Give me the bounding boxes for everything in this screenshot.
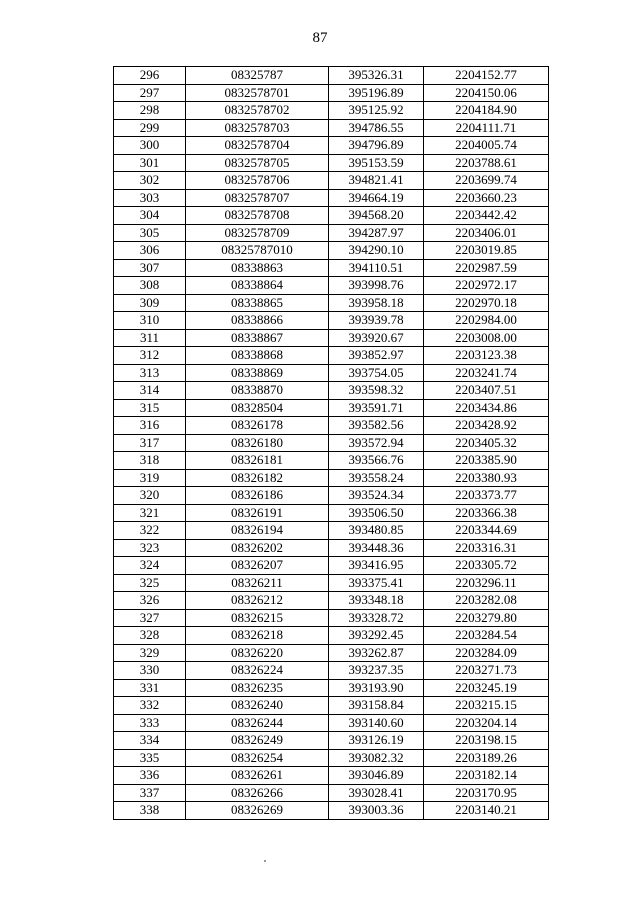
x-coordinate-cell: 393852.97	[329, 347, 424, 365]
table-row	[114, 294, 549, 312]
row-index-cell: 303	[114, 189, 186, 207]
y-coordinate-cell: 2203204.14	[424, 714, 549, 732]
y-coordinate-cell: 2203699.74	[424, 172, 549, 190]
table-row	[114, 67, 549, 85]
y-coordinate-cell: 2203373.77	[424, 487, 549, 505]
row-index-cell: 326	[114, 592, 186, 610]
point-id-cell: 08326269	[186, 802, 329, 820]
x-coordinate-cell: 394110.51	[329, 259, 424, 277]
row-index-cell: 320	[114, 487, 186, 505]
x-coordinate-cell: 393328.72	[329, 609, 424, 627]
point-id-cell: 08326202	[186, 539, 329, 557]
x-coordinate-cell: 395326.31	[329, 67, 424, 85]
x-coordinate-cell: 393591.71	[329, 399, 424, 417]
row-index-cell: 296	[114, 67, 186, 85]
table-row	[114, 364, 549, 382]
table-row	[114, 189, 549, 207]
y-coordinate-cell: 2203245.19	[424, 679, 549, 697]
table-row	[114, 732, 549, 750]
x-coordinate-cell: 393126.19	[329, 732, 424, 750]
point-id-cell: 0832578709	[186, 224, 329, 242]
y-coordinate-cell: 2203296.11	[424, 574, 549, 592]
x-coordinate-cell: 393003.36	[329, 802, 424, 820]
table-row	[114, 277, 549, 295]
point-id-cell: 08328504	[186, 399, 329, 417]
row-index-cell: 325	[114, 574, 186, 592]
point-id-cell: 08326182	[186, 469, 329, 487]
x-coordinate-cell: 393082.32	[329, 749, 424, 767]
x-coordinate-cell: 395153.59	[329, 154, 424, 172]
y-coordinate-cell: 2203660.23	[424, 189, 549, 207]
table-row	[114, 469, 549, 487]
y-coordinate-cell: 2203406.01	[424, 224, 549, 242]
row-index-cell: 315	[114, 399, 186, 417]
y-coordinate-cell: 2204184.90	[424, 102, 549, 120]
row-index-cell: 329	[114, 644, 186, 662]
table-body	[114, 67, 549, 820]
table-row	[114, 609, 549, 627]
table-row	[114, 452, 549, 470]
y-coordinate-cell: 2203434.86	[424, 399, 549, 417]
x-coordinate-cell: 393158.84	[329, 697, 424, 715]
row-index-cell: 322	[114, 522, 186, 540]
point-id-cell: 0832578707	[186, 189, 329, 207]
table-row	[114, 504, 549, 522]
point-id-cell: 08326186	[186, 487, 329, 505]
row-index-cell: 324	[114, 557, 186, 575]
point-id-cell: 08326207	[186, 557, 329, 575]
x-coordinate-cell: 393524.34	[329, 487, 424, 505]
point-id-cell: 08326240	[186, 697, 329, 715]
point-id-cell: 08326211	[186, 574, 329, 592]
point-id-cell: 08326261	[186, 767, 329, 785]
x-coordinate-cell: 393958.18	[329, 294, 424, 312]
row-index-cell: 300	[114, 137, 186, 155]
point-id-cell: 08326249	[186, 732, 329, 750]
table-row	[114, 679, 549, 697]
y-coordinate-cell: 2203405.32	[424, 434, 549, 452]
point-id-cell: 08326180	[186, 434, 329, 452]
y-coordinate-cell: 2204150.06	[424, 84, 549, 102]
row-index-cell: 302	[114, 172, 186, 190]
row-index-cell: 301	[114, 154, 186, 172]
table-row	[114, 557, 549, 575]
table-row	[114, 347, 549, 365]
table-row	[114, 592, 549, 610]
y-coordinate-cell: 2203407.51	[424, 382, 549, 400]
point-id-cell: 0832578703	[186, 119, 329, 137]
point-id-cell: 08326191	[186, 504, 329, 522]
table-row	[114, 784, 549, 802]
x-coordinate-cell: 395125.92	[329, 102, 424, 120]
point-id-cell: 08338869	[186, 364, 329, 382]
y-coordinate-cell: 2203019.85	[424, 242, 549, 260]
x-coordinate-cell: 393754.05	[329, 364, 424, 382]
table-row	[114, 329, 549, 347]
row-index-cell: 336	[114, 767, 186, 785]
row-index-cell: 306	[114, 242, 186, 260]
point-id-cell: 08326181	[186, 452, 329, 470]
point-id-cell: 08326218	[186, 627, 329, 645]
row-index-cell: 334	[114, 732, 186, 750]
y-coordinate-cell: 2204152.77	[424, 67, 549, 85]
y-coordinate-cell: 2203305.72	[424, 557, 549, 575]
x-coordinate-cell: 393920.67	[329, 329, 424, 347]
x-coordinate-cell: 393558.24	[329, 469, 424, 487]
x-coordinate-cell: 393448.36	[329, 539, 424, 557]
y-coordinate-cell: 2203008.00	[424, 329, 549, 347]
y-coordinate-cell: 2203344.69	[424, 522, 549, 540]
row-index-cell: 319	[114, 469, 186, 487]
table-row	[114, 207, 549, 225]
table-row	[114, 714, 549, 732]
table-row	[114, 767, 549, 785]
x-coordinate-cell: 393046.89	[329, 767, 424, 785]
table-row	[114, 259, 549, 277]
x-coordinate-cell: 393506.50	[329, 504, 424, 522]
row-index-cell: 330	[114, 662, 186, 680]
row-index-cell: 310	[114, 312, 186, 330]
point-id-cell: 08325787010	[186, 242, 329, 260]
x-coordinate-cell: 393998.76	[329, 277, 424, 295]
table-row	[114, 574, 549, 592]
table-row	[114, 172, 549, 190]
table-row	[114, 242, 549, 260]
y-coordinate-cell: 2203123.38	[424, 347, 549, 365]
row-index-cell: 316	[114, 417, 186, 435]
row-index-cell: 308	[114, 277, 186, 295]
row-index-cell: 304	[114, 207, 186, 225]
table-row	[114, 697, 549, 715]
y-coordinate-cell: 2203215.15	[424, 697, 549, 715]
table-row	[114, 522, 549, 540]
point-id-cell: 08326224	[186, 662, 329, 680]
table-row	[114, 487, 549, 505]
x-coordinate-cell: 393193.90	[329, 679, 424, 697]
table-row	[114, 154, 549, 172]
point-id-cell: 08338870	[186, 382, 329, 400]
x-coordinate-cell: 394786.55	[329, 119, 424, 137]
y-coordinate-cell: 2203442.42	[424, 207, 549, 225]
point-id-cell: 08326215	[186, 609, 329, 627]
table-row	[114, 417, 549, 435]
row-index-cell: 317	[114, 434, 186, 452]
y-coordinate-cell: 2203170.95	[424, 784, 549, 802]
table-row	[114, 399, 549, 417]
table-row	[114, 224, 549, 242]
coordinates-table	[113, 66, 549, 820]
row-index-cell: 338	[114, 802, 186, 820]
row-index-cell: 328	[114, 627, 186, 645]
row-index-cell: 327	[114, 609, 186, 627]
row-index-cell: 298	[114, 102, 186, 120]
point-id-cell: 08326254	[186, 749, 329, 767]
y-coordinate-cell: 2202972.17	[424, 277, 549, 295]
y-coordinate-cell: 2203271.73	[424, 662, 549, 680]
table-row	[114, 434, 549, 452]
x-coordinate-cell: 393348.18	[329, 592, 424, 610]
x-coordinate-cell: 393480.85	[329, 522, 424, 540]
row-index-cell: 309	[114, 294, 186, 312]
table-row	[114, 382, 549, 400]
point-id-cell: 08338868	[186, 347, 329, 365]
x-coordinate-cell: 393566.76	[329, 452, 424, 470]
table-row	[114, 802, 549, 820]
table-row	[114, 539, 549, 557]
x-coordinate-cell: 395196.89	[329, 84, 424, 102]
row-index-cell: 321	[114, 504, 186, 522]
x-coordinate-cell: 393262.87	[329, 644, 424, 662]
point-id-cell: 0832578708	[186, 207, 329, 225]
y-coordinate-cell: 2203284.09	[424, 644, 549, 662]
x-coordinate-cell: 393028.41	[329, 784, 424, 802]
y-coordinate-cell: 2203366.38	[424, 504, 549, 522]
row-index-cell: 337	[114, 784, 186, 802]
page-number: 87	[312, 30, 328, 46]
x-coordinate-cell: 394664.19	[329, 189, 424, 207]
point-id-cell: 08325787	[186, 67, 329, 85]
row-index-cell: 333	[114, 714, 186, 732]
point-id-cell: 0832578702	[186, 102, 329, 120]
point-id-cell: 08326266	[186, 784, 329, 802]
point-id-cell: 0832578704	[186, 137, 329, 155]
table-row	[114, 84, 549, 102]
point-id-cell: 08326212	[186, 592, 329, 610]
row-index-cell: 331	[114, 679, 186, 697]
y-coordinate-cell: 2203428.92	[424, 417, 549, 435]
y-coordinate-cell: 2204111.71	[424, 119, 549, 137]
y-coordinate-cell: 2202984.00	[424, 312, 549, 330]
row-index-cell: 299	[114, 119, 186, 137]
table-row	[114, 627, 549, 645]
x-coordinate-cell: 394568.20	[329, 207, 424, 225]
point-id-cell: 0832578705	[186, 154, 329, 172]
row-index-cell: 311	[114, 329, 186, 347]
row-index-cell: 314	[114, 382, 186, 400]
point-id-cell: 08338866	[186, 312, 329, 330]
y-coordinate-cell: 2203241.74	[424, 364, 549, 382]
table-row	[114, 644, 549, 662]
x-coordinate-cell: 393375.41	[329, 574, 424, 592]
point-id-cell: 08326244	[186, 714, 329, 732]
table-row	[114, 137, 549, 155]
y-coordinate-cell: 2203140.21	[424, 802, 549, 820]
y-coordinate-cell: 2203182.14	[424, 767, 549, 785]
scan-artifact	[264, 860, 266, 862]
y-coordinate-cell: 2203284.54	[424, 627, 549, 645]
x-coordinate-cell: 393292.45	[329, 627, 424, 645]
y-coordinate-cell: 2203385.90	[424, 452, 549, 470]
row-index-cell: 312	[114, 347, 186, 365]
row-index-cell: 318	[114, 452, 186, 470]
point-id-cell: 08338863	[186, 259, 329, 277]
table-row	[114, 119, 549, 137]
table-row	[114, 662, 549, 680]
x-coordinate-cell: 393572.94	[329, 434, 424, 452]
point-id-cell: 08326220	[186, 644, 329, 662]
point-id-cell: 08338865	[186, 294, 329, 312]
row-index-cell: 313	[114, 364, 186, 382]
point-id-cell: 08326235	[186, 679, 329, 697]
y-coordinate-cell: 2203788.61	[424, 154, 549, 172]
x-coordinate-cell: 393598.32	[329, 382, 424, 400]
point-id-cell: 0832578706	[186, 172, 329, 190]
x-coordinate-cell: 393939.78	[329, 312, 424, 330]
y-coordinate-cell: 2202970.18	[424, 294, 549, 312]
y-coordinate-cell: 2203198.15	[424, 732, 549, 750]
x-coordinate-cell: 393237.35	[329, 662, 424, 680]
table-row	[114, 102, 549, 120]
y-coordinate-cell: 2202987.59	[424, 259, 549, 277]
row-index-cell: 332	[114, 697, 186, 715]
table-row	[114, 312, 549, 330]
row-index-cell: 335	[114, 749, 186, 767]
y-coordinate-cell: 2203316.31	[424, 539, 549, 557]
x-coordinate-cell: 394287.97	[329, 224, 424, 242]
row-index-cell: 305	[114, 224, 186, 242]
point-id-cell: 08326194	[186, 522, 329, 540]
point-id-cell: 08326178	[186, 417, 329, 435]
x-coordinate-cell: 393416.95	[329, 557, 424, 575]
x-coordinate-cell: 394796.89	[329, 137, 424, 155]
row-index-cell: 307	[114, 259, 186, 277]
row-index-cell: 323	[114, 539, 186, 557]
y-coordinate-cell: 2203380.93	[424, 469, 549, 487]
x-coordinate-cell: 393140.60	[329, 714, 424, 732]
x-coordinate-cell: 394821.41	[329, 172, 424, 190]
point-id-cell: 08338867	[186, 329, 329, 347]
x-coordinate-cell: 394290.10	[329, 242, 424, 260]
x-coordinate-cell: 393582.56	[329, 417, 424, 435]
y-coordinate-cell: 2204005.74	[424, 137, 549, 155]
y-coordinate-cell: 2203279.80	[424, 609, 549, 627]
point-id-cell: 0832578701	[186, 84, 329, 102]
row-index-cell: 297	[114, 84, 186, 102]
point-id-cell: 08338864	[186, 277, 329, 295]
y-coordinate-cell: 2203189.26	[424, 749, 549, 767]
table-row	[114, 749, 549, 767]
y-coordinate-cell: 2203282.08	[424, 592, 549, 610]
